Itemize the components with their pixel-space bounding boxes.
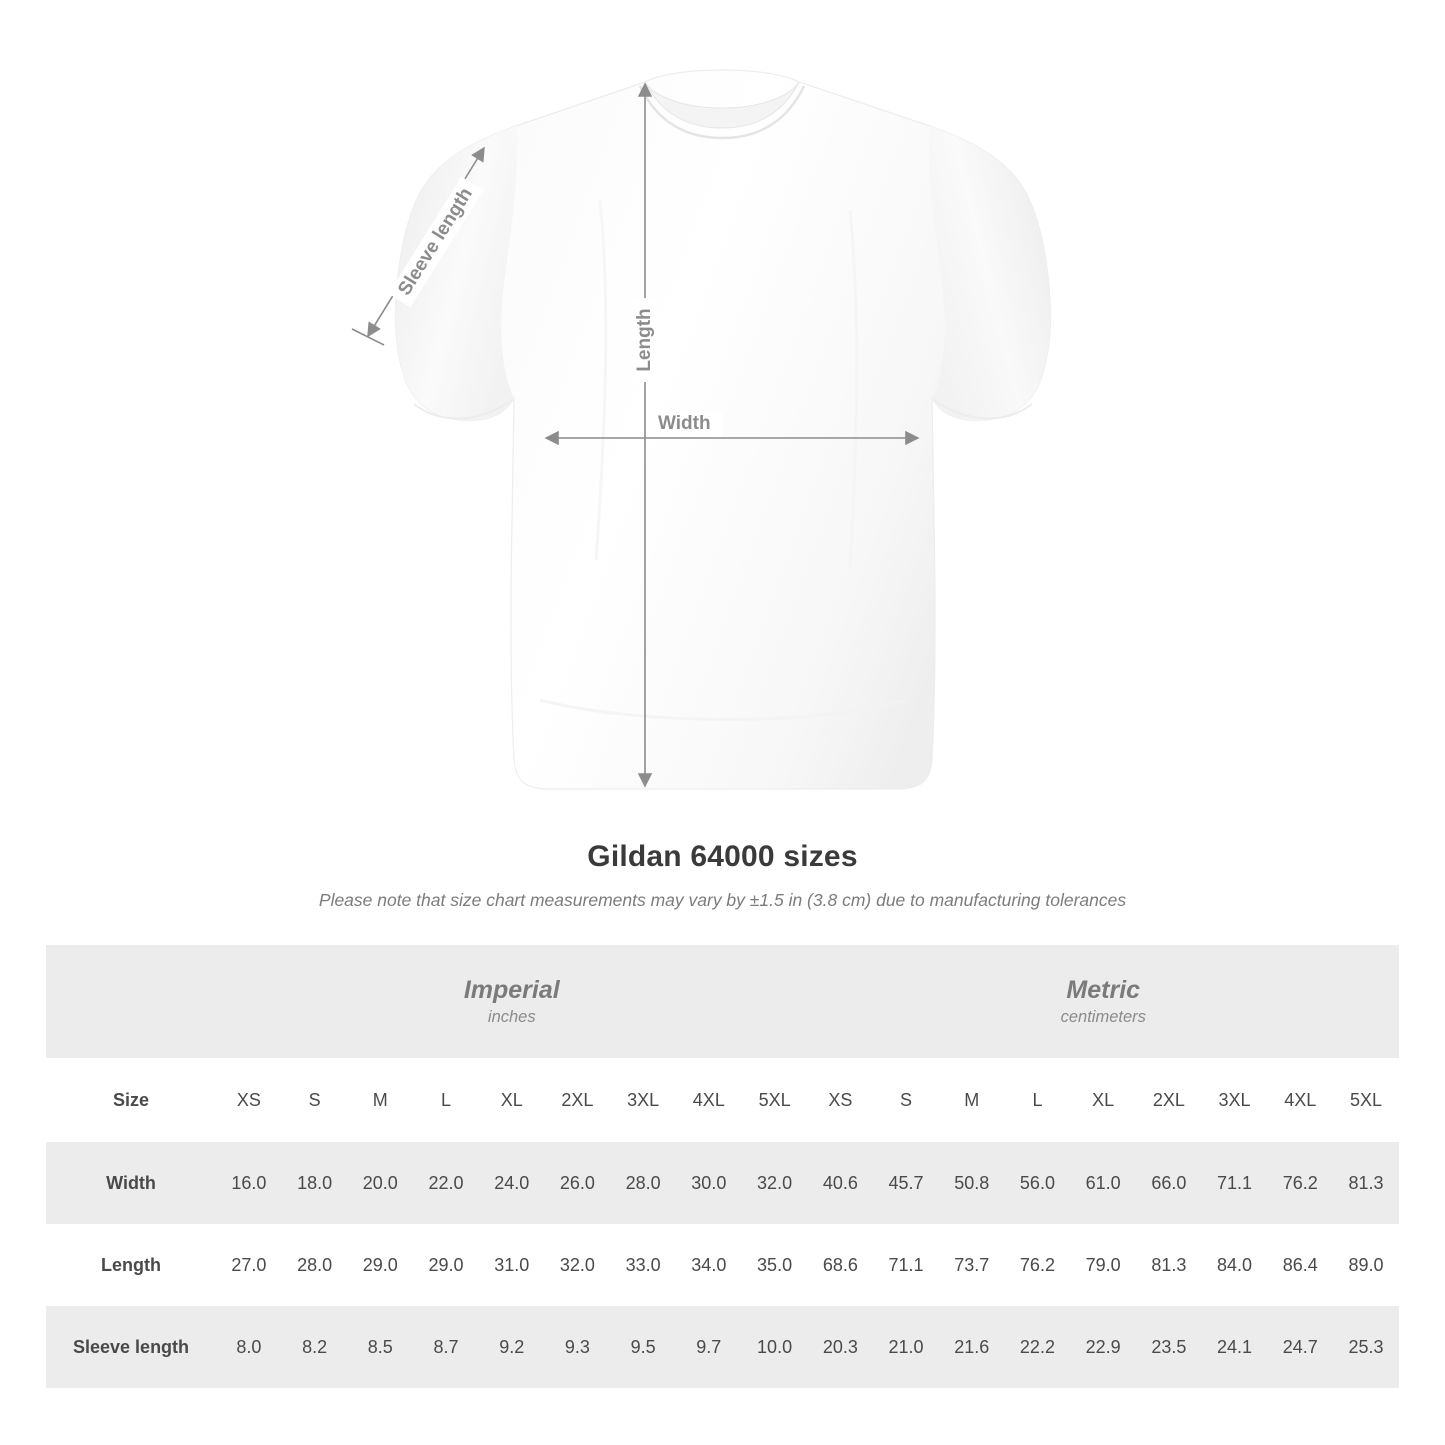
length-cell: 79.0 (1070, 1224, 1136, 1306)
unit-sub-imperial: inches (487, 1008, 536, 1027)
sleeve-length-cell: 25.3 (1333, 1306, 1399, 1388)
size-cell: XS (216, 1058, 282, 1142)
size-cell: 3XL (610, 1058, 676, 1142)
length-cell: 31.0 (479, 1224, 545, 1306)
width-cell: 40.6 (807, 1142, 873, 1224)
length-cell: 35.0 (742, 1224, 808, 1306)
length-cell: 28.0 (282, 1224, 348, 1306)
size-cell: XS (807, 1058, 873, 1142)
size-cell: XL (479, 1058, 545, 1142)
length-cell: 29.0 (413, 1224, 479, 1306)
length-cell: 33.0 (610, 1224, 676, 1306)
size-cell: 2XL (545, 1058, 611, 1142)
width-cell: 61.0 (1070, 1142, 1136, 1224)
length-cell: 27.0 (216, 1224, 282, 1306)
length-cell: 73.7 (939, 1224, 1005, 1306)
sleeve-length-cell: 9.7 (676, 1306, 742, 1388)
width-cell: 71.1 (1202, 1142, 1268, 1224)
width-cell: 28.0 (610, 1142, 676, 1224)
row-header-length: Length (46, 1224, 216, 1306)
unit-header-imperial (216, 945, 807, 1058)
width-cell: 45.7 (873, 1142, 939, 1224)
sleeve-length-cell: 9.5 (610, 1306, 676, 1388)
length-cell: 34.0 (676, 1224, 742, 1306)
length-cell: 84.0 (1202, 1224, 1268, 1306)
size-cell: S (282, 1058, 348, 1142)
table-row-sleeve-length (46, 1306, 1399, 1388)
width-cell: 16.0 (216, 1142, 282, 1224)
sleeve-length-cell: 8.2 (282, 1306, 348, 1388)
size-table (46, 945, 1399, 1388)
size-cell: 5XL (742, 1058, 808, 1142)
width-label: Width (646, 411, 723, 437)
length-cell: 29.0 (347, 1224, 413, 1306)
sleeve-length-cell: 22.9 (1070, 1306, 1136, 1388)
length-cell: 32.0 (545, 1224, 611, 1306)
size-cell: S (873, 1058, 939, 1142)
width-cell: 32.0 (742, 1142, 808, 1224)
width-cell: 26.0 (545, 1142, 611, 1224)
unit-header-spacer (46, 945, 216, 1058)
length-cell: 76.2 (1005, 1224, 1071, 1306)
size-cell: L (413, 1058, 479, 1142)
sleeve-length-cell: 9.3 (545, 1306, 611, 1388)
width-cell: 18.0 (282, 1142, 348, 1224)
size-cell: M (347, 1058, 413, 1142)
length-label: Length (632, 298, 658, 381)
unit-name-metric: Metric (1066, 975, 1141, 1004)
sleeve-length-cell: 10.0 (742, 1306, 808, 1388)
row-header-width: Width (46, 1142, 216, 1224)
sleeve-length-cell: 24.1 (1202, 1306, 1268, 1388)
sleeve-length-cell: 21.0 (873, 1306, 939, 1388)
unit-header-row (46, 945, 1399, 1058)
width-cell: 66.0 (1136, 1142, 1202, 1224)
sleeve-length-cell: 21.6 (939, 1306, 1005, 1388)
width-cell: 20.0 (347, 1142, 413, 1224)
width-cell: 50.8 (939, 1142, 1005, 1224)
width-cell: 56.0 (1005, 1142, 1071, 1224)
table-row-sizes (46, 1058, 1399, 1142)
size-cell: L (1005, 1058, 1071, 1142)
size-cell: 2XL (1136, 1058, 1202, 1142)
length-cell: 81.3 (1136, 1224, 1202, 1306)
length-cell: 71.1 (873, 1224, 939, 1306)
unit-header-metric (807, 945, 1399, 1058)
width-cell: 81.3 (1333, 1142, 1399, 1224)
length-cell: 86.4 (1267, 1224, 1333, 1306)
page-title: Gildan 64000 sizes (587, 840, 858, 873)
width-cell: 22.0 (413, 1142, 479, 1224)
size-cell: 3XL (1202, 1058, 1268, 1142)
width-cell: 76.2 (1267, 1142, 1333, 1224)
size-cell: XL (1070, 1058, 1136, 1142)
sleeve-length-label: Sleeve length (388, 176, 483, 307)
table-row-width (46, 1142, 1399, 1224)
sleeve-length-cell: 8.7 (413, 1306, 479, 1388)
width-cell: 30.0 (676, 1142, 742, 1224)
size-cell: 4XL (676, 1058, 742, 1142)
size-cell: 5XL (1333, 1058, 1399, 1142)
sleeve-length-cell: 8.0 (216, 1306, 282, 1388)
row-header-size: Size (46, 1058, 216, 1142)
sleeve-length-cell: 8.5 (347, 1306, 413, 1388)
sleeve-length-cell: 24.7 (1267, 1306, 1333, 1388)
size-cell: M (939, 1058, 1005, 1142)
sleeve-length-cell: 9.2 (479, 1306, 545, 1388)
measurement-tolerance-note: Please note that size chart measurements may vary by ±1.5 in (3.8 cm) due to manufacturing tolerances (318, 890, 1127, 910)
sleeve-length-cell: 20.3 (807, 1306, 873, 1388)
row-header-sleeve-length: Sleeve length (46, 1306, 216, 1388)
length-cell: 68.6 (807, 1224, 873, 1306)
size-table-container (46, 945, 1399, 1388)
length-cell: 89.0 (1333, 1224, 1399, 1306)
table-row-length (46, 1224, 1399, 1306)
width-cell: 24.0 (479, 1142, 545, 1224)
unit-sub-metric: centimeters (1060, 1008, 1146, 1027)
sleeve-length-cell: 23.5 (1136, 1306, 1202, 1388)
unit-name-imperial: Imperial (463, 975, 560, 1004)
size-cell: 4XL (1267, 1058, 1333, 1142)
sleeve-length-cell: 22.2 (1005, 1306, 1071, 1388)
